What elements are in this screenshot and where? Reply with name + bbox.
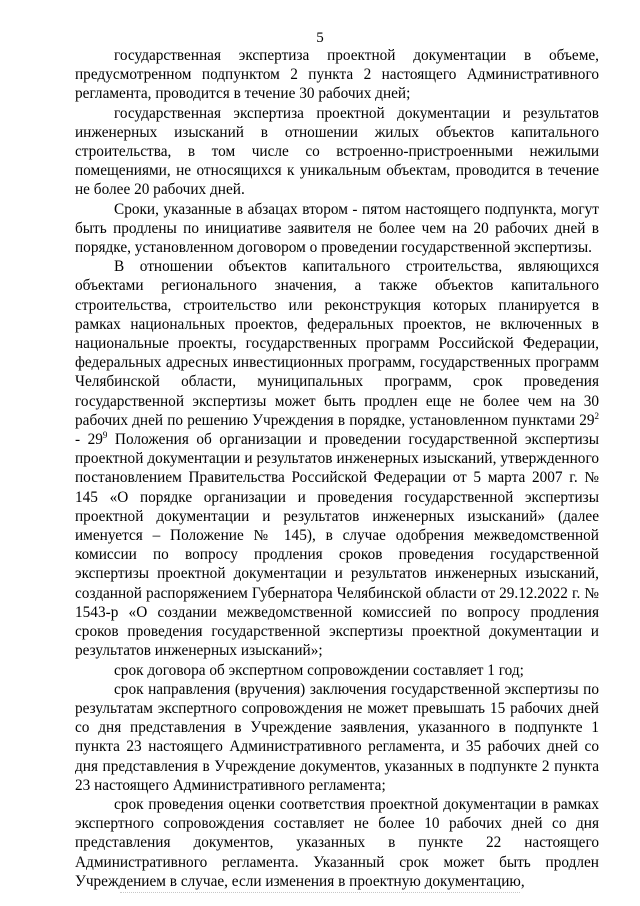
paragraph-text-part: В отношении объектов капитального строительства, являющихся объектами регионального значения, а также объектов капитального строительства, строительство или реконструкция которых планируется в рамках национальных проектов, федеральных проектов, не включенных в национальные проекты, государственных программ Российской Федерации, федеральных адресных инвестиционных программ, государственных программ Челябинской области, муниципальных программ, срок проведения государственной экспертизы может быть продлен еще не более чем на 30 рабочих дней по решению Учреждения в порядке, установленном пунктами 29 [75, 258, 599, 429]
paragraph-support-contract-term: срок договора об экспертном сопровождении составляет 1 год; [114, 661, 524, 679]
paragraph-residential-20-days: государственная экспертиза проектной документации и результатов инженерных изысканий в отношении жилых объектов капитального строительства, в том числе со встроенно-пристроенными нежилыми помещениями, не относящихся к уникальным объектам, проводится в течение не более 20 рабочих дней. [75, 104, 599, 199]
paragraph-assessment-term: срок проведения оценки соответствия проектной документации в рамках экспертного сопровождения составляет не более 10 рабочих дней со дня представления документов, указанных в пункте 22 настоящего Административного регламента. Указанный срок может быть продлен Учреждением в случае, если изменения в проектную документацию, [75, 795, 599, 890]
page-number: 5 [316, 30, 324, 46]
superscript-index: 9 [102, 430, 108, 441]
paragraph-conclusion-delivery-term: срок направления (вручения) заключения государственной экспертизы по результатам экспертного сопровождения не может превышать 15 рабочих дней со дня представления в Учреждение заявления, указанного в подпункте 1 пункта 23 настоящего Административного регламента, и 35 рабочих дней со дня представления в Учреждение документов, указанных в подпункте 2 пункта 23 настоящего Административного регламента; [75, 680, 599, 794]
paragraph-extension-by-applicant: Сроки, указанные в абзацах втором - пятом настоящего подпункта, могут быть продлены по инициативе заявителя не более чем на 20 рабочих дней в порядке, установленном договором о проведении государственной экспертизы. [75, 200, 599, 257]
scan-artifact [120, 892, 520, 895]
paragraph-text-part: - 29 [75, 431, 103, 449]
paragraph-regional-objects-extension [75, 257, 599, 660]
paragraph-expertise-30-days: государственная экспертиза проектной документации в объеме, предусмотренном подпунктом 2 пункта 2 настоящего Административного регламента, проводится в течение 30 рабочих дней; [75, 47, 599, 103]
paragraph-text-part: Положения об организации и проведении государственной экспертизы проектной документации и результатов инженерных изысканий, утвержденного постановлением Правительства Российской Федерации от 5 марта 2007 г. № 145 «О порядке организации и проведения государственной экспертизы проектной документации и результатов инженерных изысканий» (далее именуется – Положение № 145), в случае одобрения межведомственной комиссии по вопросу продления сроков проведения государственной экспертизы проектной документации и результатов инженерных изысканий, созданной распоряжением Губернатора Челябинской области от 29.12.2022 г. № 1543-р «О создании межведомственной комиссией по вопросу продления сроков проведения государственной экспертизы проектной документации и результатов инженерных изысканий»; [75, 431, 599, 660]
document-body [75, 46, 599, 891]
superscript-index: 2 [594, 410, 599, 421]
